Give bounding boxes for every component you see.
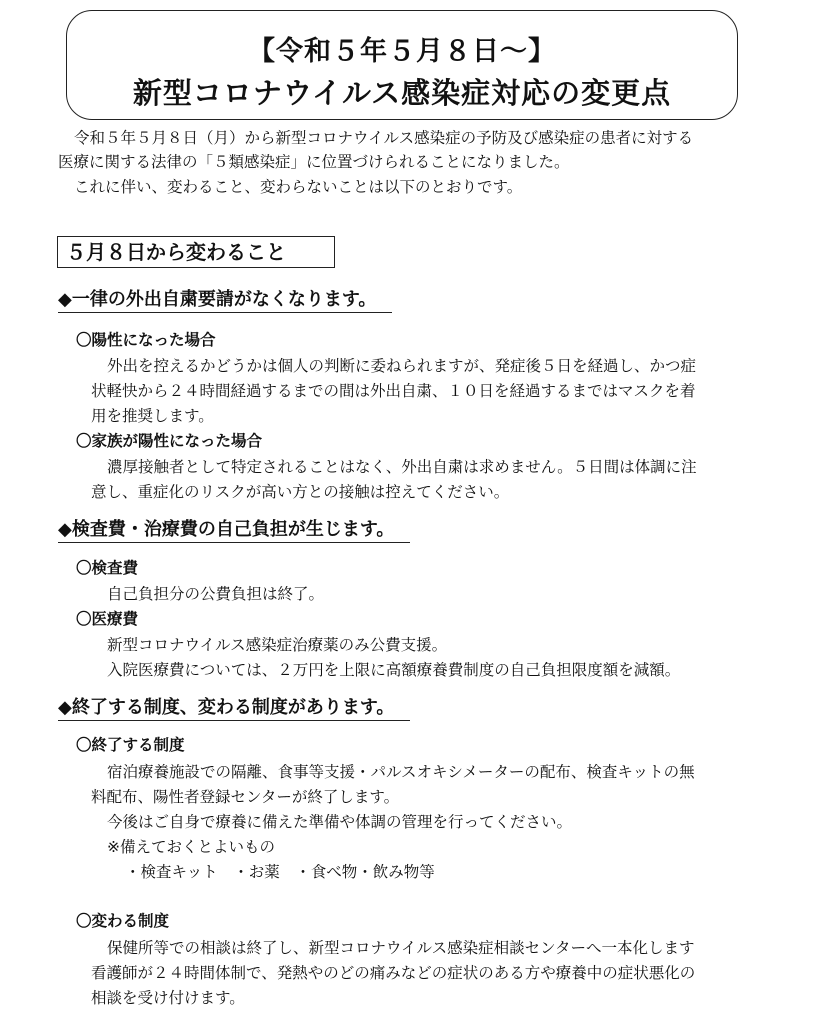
item-text-line: 保健所等での相談は終了し、新型コロナウイルス感染症相談センターへ一本化します — [107, 939, 695, 957]
item-text-line: 相談を受け付けます。 — [91, 989, 245, 1007]
intro-line-2: 医療に関する法律の「５類感染症」に位置づけられることになりました。 — [58, 153, 570, 171]
item-label-ending-systems: 〇終了する制度 — [76, 736, 185, 754]
item-text-line: 自己負担分の公費負担は終了。 — [107, 585, 325, 603]
item-text-line: 新型コロナウイルス感染症治療薬のみ公費支援。 — [107, 636, 448, 654]
item-text-line: 濃厚接触者として特定されることはなく、外出自粛は求めません。５日間は体調に注 — [107, 458, 697, 476]
item-text-line: 看護師が２４時間体制で、発熱やのどの痛みなどの症状のある方や療養中の症状悪化の — [91, 964, 696, 982]
item-text-line: 意し、重症化のリスクが高い方との接触は控えてください。 — [91, 483, 510, 501]
item-text-line: 今後はご自身で療養に備えた準備や体調の管理を行ってください。 — [107, 813, 573, 831]
title-box — [66, 10, 738, 120]
item-text-line: ※備えておくとよいもの — [107, 838, 275, 856]
page-title: 新型コロナウイルス感染症対応の変更点 — [132, 76, 672, 110]
item-text-line: 外出を控えるかどうかは個人の判断に委ねられますが、発症後５日を経過し、かつ症 — [107, 357, 697, 375]
section-title: ５月８日から変わること — [57, 236, 335, 268]
prepare-items-list: ・検査キット ・お薬 ・食べ物・飲み物等 — [125, 863, 435, 881]
item-text-line: 入院医療費については、２万円を上限に高額療養費制度の自己負担限度額を減額。 — [107, 661, 681, 679]
item-text-line: 宿泊療養施設での隔離、食事等支援・パルスオキシメーターの配布、検査キットの無 — [107, 763, 695, 781]
section-heading-systems: ◆終了する制度、変わる制度があります。 — [58, 696, 410, 721]
item-text-line: 料配布、陽性者登録センターが終了します。 — [91, 788, 400, 806]
item-label-changing-systems: 〇変わる制度 — [76, 912, 170, 930]
item-label-medical-cost: 〇医療費 — [76, 610, 139, 628]
intro-line-3: これに伴い、変わること、変わらないことは以下のとおりです。 — [74, 178, 523, 196]
item-text-line: 用を推奨します。 — [91, 407, 214, 425]
title-date: 【令和５年５月８日〜】 — [248, 36, 556, 67]
item-text-line: 状軽快から２４時間経過するまでの間は外出自粛、１０日を経過するまではマスクを着 — [91, 382, 696, 400]
section-heading-outing: ◆一律の外出自粛要請がなくなります。 — [58, 288, 392, 313]
intro-line-1: 令和５年５月８日（月）から新型コロナウイルス感染症の予防及び感染症の患者に対する — [74, 129, 694, 147]
section-heading-costs: ◆検査費・治療費の自己負担が生じます。 — [58, 518, 410, 543]
item-label-positive: 〇陽性になった場合 — [76, 331, 216, 349]
item-label-family-positive: 〇家族が陽性になった場合 — [76, 432, 263, 450]
item-label-test-cost: 〇検査費 — [76, 559, 139, 577]
